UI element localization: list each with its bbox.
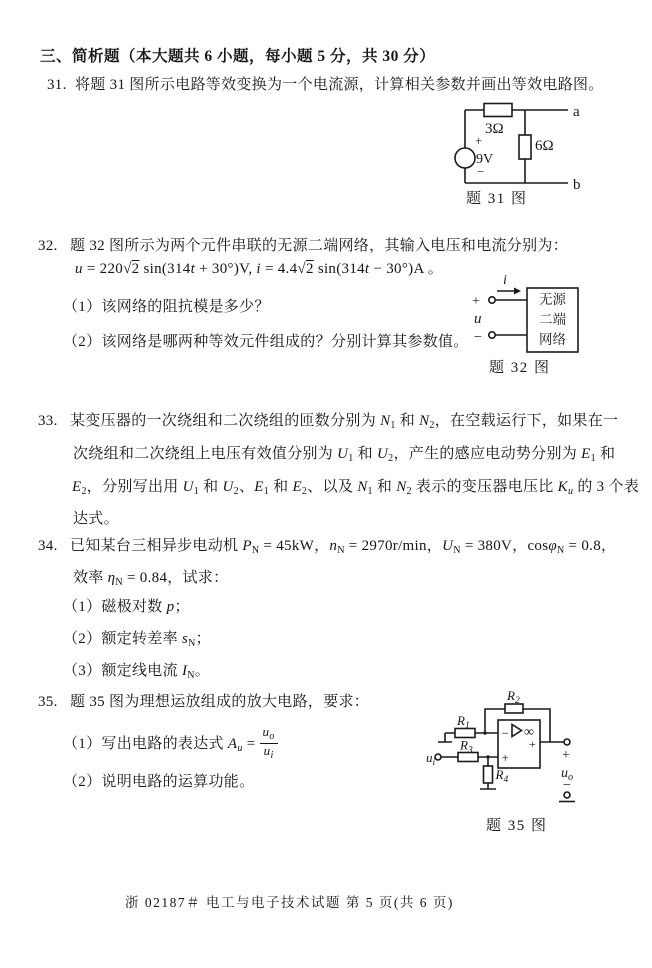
q31-line <box>47 75 604 95</box>
q32-line <box>38 236 568 256</box>
infinity-gain-label: ∞ <box>524 725 534 740</box>
q34-line2: 效率 $\eta_N = 0.84$，试求： <box>73 570 229 588</box>
resistor-r1-label: $R_1$ <box>457 713 470 731</box>
q31-text: 将题 31 图所示电路等效变换为一个电流源，计算相关参数并画出等效电路图。 <box>75 77 604 93</box>
q32-number: 32. <box>38 238 58 254</box>
q35-item2: （2）说明电路的运算功能。 <box>63 774 255 790</box>
u-label: u <box>474 311 482 327</box>
output-plus-label: + <box>562 748 570 763</box>
top-terminal-icon <box>489 297 495 303</box>
figure-32-network <box>470 272 635 362</box>
resistor-r4-box <box>484 766 493 783</box>
q33-line2: 次绕组和二次绕组上电压有效值分别为 $U_1$ 和 $U_2$，产生的感应电动势分别为 $E_1$ 和 <box>73 446 616 464</box>
resistor-r3-label: $R_3$ <box>460 737 473 756</box>
input-terminal-icon <box>435 754 441 760</box>
resistor-3ohm-label: 3Ω <box>485 121 504 137</box>
figure-32-caption: 题 32 图 <box>489 360 551 376</box>
network-box-line3: 网络 <box>539 332 566 347</box>
q32-formula: u = 220√2 sin(314t + 30°)V, i = 4.4√2 sin(314t − 30°)A 。 <box>75 261 444 277</box>
minus-label: − <box>474 330 482 345</box>
node-dot <box>486 755 489 758</box>
q34-item3: （3）额定线电流 $I_N$。 <box>63 663 211 681</box>
q33-line3: $E_2$，分别写出用 $U_1$ 和 $U_2$、$E_1$ 和 $E_2$、以及 $N_1$ 和 $N_2$ 表示的变压器电压比 $K_u$ 的 3 个表 <box>72 479 640 497</box>
noninverting-input-label: + <box>501 750 509 765</box>
page-footer: 浙 02187＃ 电工与电子技术试题 第 5 页(共 6 页) <box>125 895 454 910</box>
q34-item2: （2）额定转差率 $s_N$； <box>63 631 211 649</box>
q35-number: 35. <box>38 694 58 710</box>
source-minus-label: − <box>477 164 485 179</box>
resistor-r4-label: $R_4$ <box>495 767 509 785</box>
figure-31-circuit <box>440 98 640 190</box>
q33-line1 <box>38 411 618 436</box>
resistor-3ohm-box <box>484 104 512 117</box>
output-minus-label: − <box>563 778 571 793</box>
resistor-6ohm-box <box>519 135 531 159</box>
node-dot <box>483 731 486 734</box>
source-voltage-label: 9V <box>476 152 494 167</box>
ui-label: $u_i$ <box>426 750 436 768</box>
current-arrow-icon <box>514 288 521 295</box>
network-box-line1: 无源 <box>539 292 566 307</box>
q32-item1: （1）该网络的阻抗模是多少？ <box>63 299 270 315</box>
q34-line1 <box>38 536 616 561</box>
q35-line1 <box>38 692 369 712</box>
q35-text: 题 35 图为理想运放组成的放大电路，要求： <box>70 694 370 710</box>
q31-number: 31. <box>47 77 67 93</box>
bottom-terminal-icon <box>489 332 495 338</box>
gain-fraction <box>260 725 278 761</box>
opamp-output-plus-label: + <box>529 737 536 751</box>
resistor-6ohm-label: 6Ω <box>535 138 554 154</box>
q32-item2: （2）该网络是哪两种等效元件组成的？分别计算其参数值。 <box>63 334 469 350</box>
uo-label: $u_o$ <box>561 766 573 783</box>
q35-item1 <box>63 724 278 763</box>
resistor-r2-label: $R_2$ <box>507 688 520 706</box>
q34-number: 34. <box>38 538 58 554</box>
inverting-input-label: − <box>501 725 509 741</box>
q32-text: 题 32 图所示为两个元件串联的无源二端网络，其输入电压和电流分别为： <box>70 238 569 254</box>
figure-31-caption: 题 31 图 <box>466 191 528 207</box>
fraction-numerator: $u_o$ <box>260 725 278 744</box>
q34-item1: （1）磁极对数 p； <box>63 599 190 615</box>
terminal-a-label: a <box>573 104 580 120</box>
voltage-source-icon <box>455 148 475 168</box>
output-terminal-icon <box>564 739 570 745</box>
q35-item1-prefix: （1）写出电路的表达式 $A_u$ = <box>63 736 260 755</box>
figure-35-opamp-circuit <box>425 685 640 809</box>
q33-number: 33. <box>38 413 58 429</box>
network-box-line2: 二端 <box>539 312 566 327</box>
terminal-b-label: b <box>573 177 581 190</box>
q34-text-line1: 已知某台三相异步电动机 $P_N = 45kW$，$n_N = 2970r/\min$，$U_N = 380V$，cosφ$_N$ = 0.8， <box>70 538 617 556</box>
section-title: 三、简析题（本大题共 6 小题，每小题 5 分，共 30 分） <box>40 48 436 65</box>
q33-line4: 达式。 <box>73 511 119 527</box>
fraction-denominator: $u_i$ <box>263 742 274 761</box>
plus-label: + <box>472 294 480 309</box>
i-label: i <box>503 273 507 288</box>
source-plus-label: + <box>475 133 483 148</box>
q33-text-line1: 某变压器的一次绕组和二次绕组的匝数分别为 $N_1$ 和 $N_2$，在空载运行下，如果在一 <box>70 413 619 431</box>
figure-35-caption: 题 35 图 <box>486 818 548 834</box>
